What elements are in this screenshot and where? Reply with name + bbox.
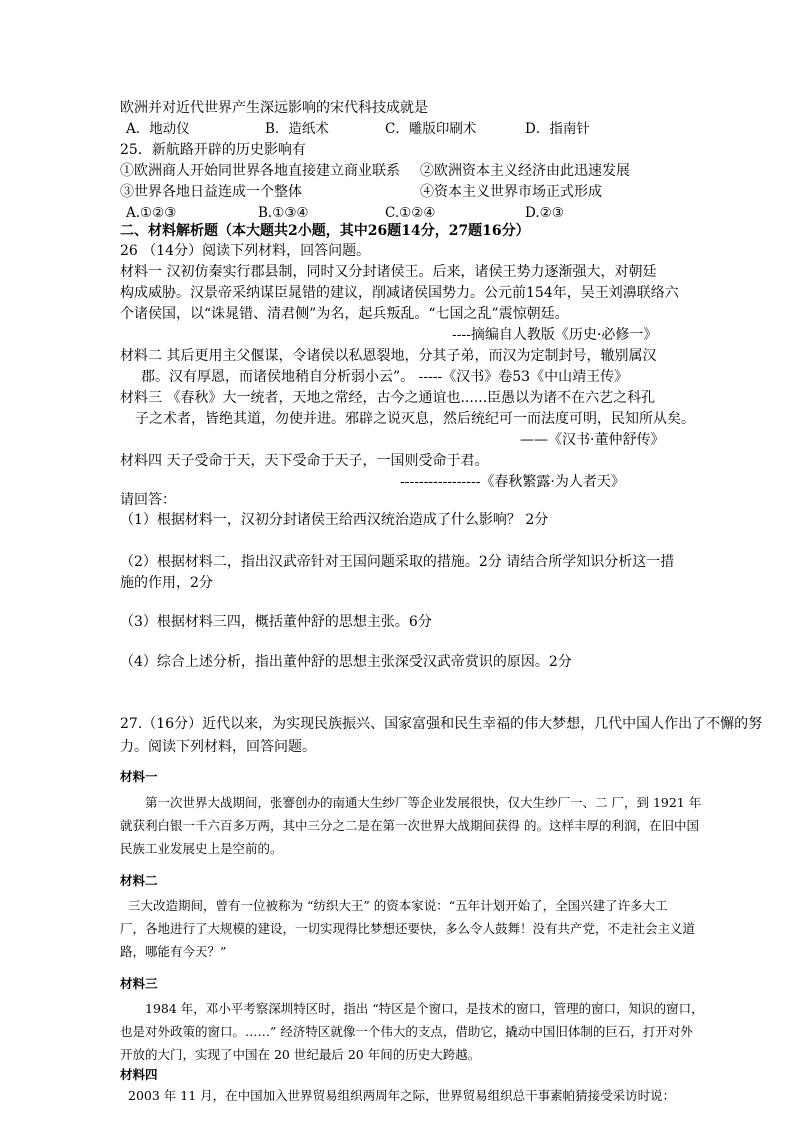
q24-option-d: D．指南针 (525, 121, 590, 137)
q27-material3-line3: 开放的大门，实现了中国在 20 世纪最后 20 年间的历史大跨越。 (120, 1047, 481, 1062)
q26-material1-line2: 构成威胁。汉景帝采纳谋臣晁错的建议，削减诸侯国势力。公元前154年，吴王刘濞联络六 (120, 285, 679, 301)
q26-ask: 请回答： (120, 492, 176, 508)
q26-material4-line1: 材料四 天子受命于天，天下受命于天子，一国则受命于君。 (120, 453, 489, 469)
q24-stem: 欧洲并对近代世界产生深远影响的宋代科技成就是 (120, 100, 428, 116)
q27-material3-line2: 也是对外政策的窗口。……” 经济特区就像一个伟大的支点，借助它，撬动中国旧体制的巨石，打开对外 (120, 1024, 693, 1039)
q26-material2-line2: 郡。汉有厚恩，而诸侯地稍自分析弱小云”。 -----《汉书》卷53《中山靖王传》 (141, 369, 629, 385)
q26-material1-source: ----摘编自人教版《历史·必修一》 (452, 327, 658, 343)
q26-question-1: （1）根据材料一，汉初分封诸侯王给西汉统治造成了什么影响？ 2分 (120, 512, 549, 528)
q27-intro-line1: 27.（16分）近代以来，为实现民族振兴、国家富强和民生幸福的伟大梦想，几代中国人作出了不懈的努 (120, 716, 763, 732)
q25-option-d: D.②③ (525, 205, 564, 221)
q26-question-2-line2: 施的作用，2分 (120, 575, 213, 591)
q27-material1-title: 材料一 (120, 769, 158, 784)
q25-option-b: B.①③④ (258, 205, 309, 221)
q25-statement-3: ③世界各地日益连成一个整体 (120, 184, 302, 200)
q26-material3-source: ——《汉书·董仲舒传》 (520, 432, 665, 448)
q26-material3-line2: 子之术者，皆绝其道，勿使并进。邪辟之说灭息，然后统纪可一而法度可明，民知所从矣。 (135, 411, 695, 427)
q26-material4-source: -----------------《春秋繁露·为人者天》 (400, 474, 625, 490)
q27-material2-line3: 路，哪能有今天？” (120, 944, 227, 959)
q25-option-c: C.①②④ (385, 205, 436, 221)
q25-statement-4: ④资本主义世界市场正式形成 (420, 184, 602, 200)
q27-material1-line3: 民族工业发展史上是空前的。 (120, 841, 283, 856)
q27-material3-line1: 1984 年，邓小平考察深圳特区时，指出 “特区是个窗口，是技术的窗口，管理的窗口，知识的窗口， (145, 1001, 704, 1016)
q27-material1-line2: 就获利白银一千六百多万两，其中三分之二是在第一次世界大战期间获得 的。这样丰厚的利润，在旧中国 (120, 818, 699, 833)
q25-option-a: A.①②③ (126, 205, 177, 221)
q27-material2-line2: 厂，各地进行了大规模的建设，一切实现得比梦想还要快，多么令人鼓舞！没有共产党，不走社会主义道 (120, 921, 696, 936)
q24-option-a: A．地动仪 (126, 121, 190, 137)
q26-material1-line1: 材料一 汉初仿秦实行郡县制，同时又分封诸侯王。后来，诸侯王势力逐渐强大，对朝廷 (120, 264, 657, 280)
q24-option-b: B．造纸术 (265, 121, 329, 137)
q27-intro-line2: 力。阅读下列材料，回答问题。 (120, 739, 316, 755)
q27-material4-title: 材料四 (120, 1067, 158, 1082)
q27-material3-title: 材料三 (120, 976, 158, 991)
q24-option-c: C．雕版印刷术 (385, 121, 477, 137)
q26-question-2-line1: （2）根据材料二，指出汉武帝针对王国问题采取的措施。2分 请结合所学知识分析这一措 (120, 554, 675, 570)
q26-material2-line1: 材料二 其后更用主父偃谋，令诸侯以私恩裂地，分其子弟，而汉为定制封号，辙别属汉 (120, 348, 657, 364)
q26-question-4: （4）综合上述分析，指出董仲舒的思想主张深受汉武帝赏识的原因。2分 (120, 654, 572, 670)
q26-question-3: （3）根据材料三四，概括董仲舒的思想主张。6分 (120, 614, 432, 630)
q25-stem: 25．新航路开辟的历史影响有 (120, 142, 306, 158)
q27-material4-line1: 2003 年 11 月，在中国加入世界贸易组织两周年之际，世界贸易组织总干事素帕猜接受采访时说： (128, 1088, 676, 1103)
q26-intro: 26 （14分）阅读下列材料，回答问题。 (120, 243, 371, 259)
q26-material1-line3: 个诸侯国，以“诛晁错、清君侧”为名，起兵叛乱。“七国之乱”震惊朝廷。 (120, 306, 569, 322)
q26-material3-line1: 材料三 《春秋》大一统者，天地之常经，古今之通谊也......臣愚以为诸不在六艺之科孔 (120, 390, 656, 406)
q25-statement-2: ②欧洲资本主义经济由此迅速发展 (420, 163, 630, 179)
q27-material2-title: 材料二 (120, 873, 158, 888)
q27-material1-line1: 第一次世界大战期间，张謇创办的南通大生纱厂等企业发展很快，仅大生纱厂一、二 厂，到 1921 年 (145, 795, 702, 810)
q27-material2-line1: 三大改造期间，曾有一位被称为 “纺织大王” 的资本家说：“五年计划开始了，全国兴建了许多大工 (128, 898, 668, 913)
q25-statement-1: ①欧洲商人开始同世界各地直接建立商业联系 (120, 163, 400, 179)
section-heading: 二、材料解析题（本大题共2小题，其中26题14分，27题16分） (120, 223, 530, 239)
